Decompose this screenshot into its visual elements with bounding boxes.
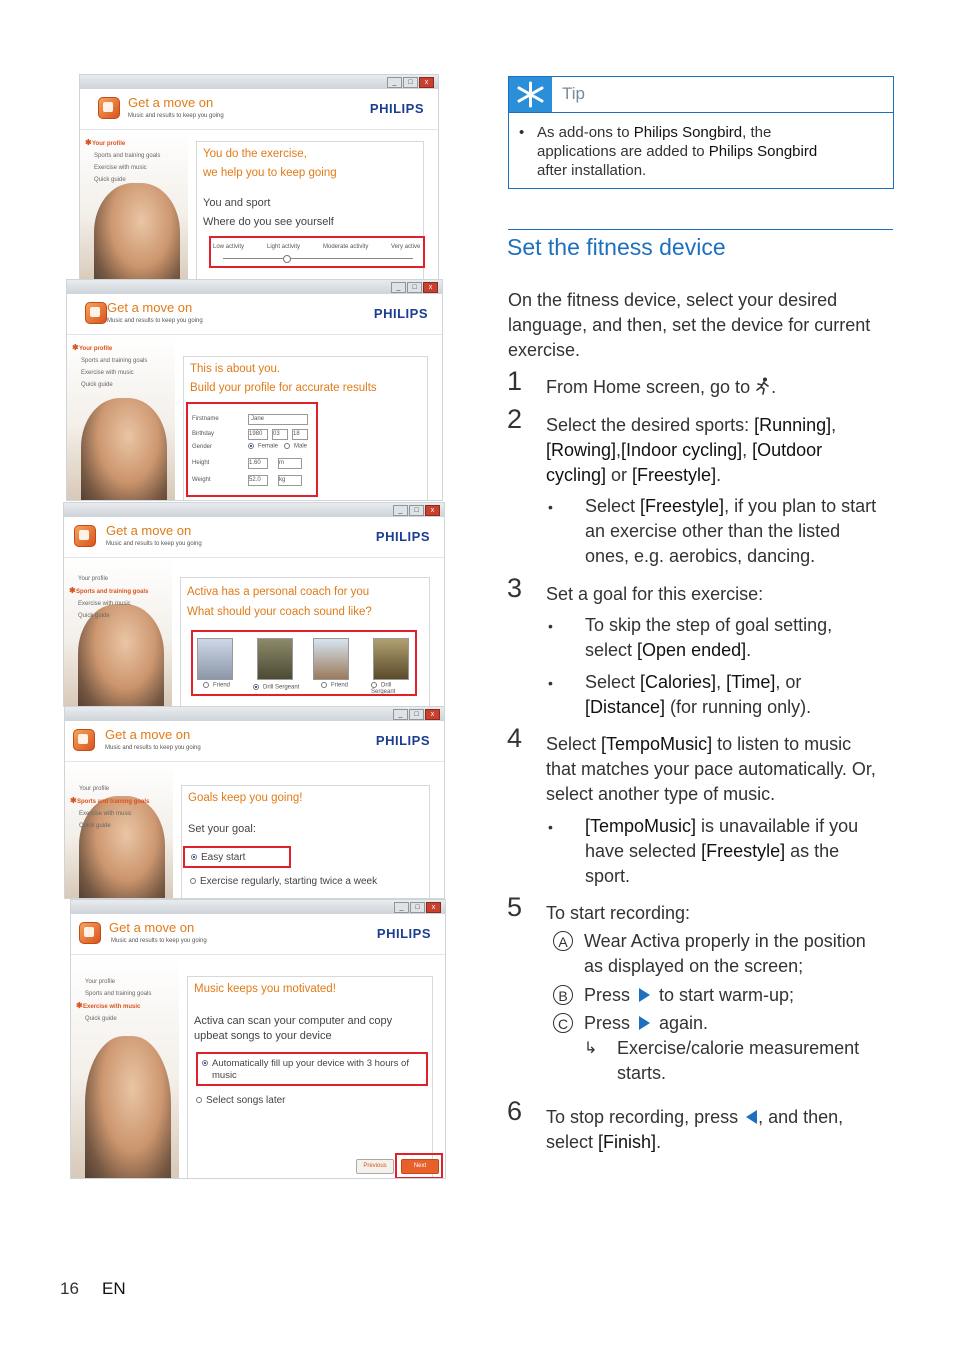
sidebar-nav xyxy=(70,783,150,832)
label-height: Height xyxy=(192,460,210,466)
screenshot-coach xyxy=(63,502,445,707)
previous-button[interactable]: Previous xyxy=(356,1159,394,1174)
coach-friend-1-radio[interactable]: Friend xyxy=(203,682,230,689)
sidebar xyxy=(67,336,175,500)
close-button[interactable]: x xyxy=(419,77,434,88)
coach-friend-2-photo[interactable] xyxy=(313,638,349,680)
runner-icon: ✱ xyxy=(85,138,92,147)
intro-text: On the fitness device, select your desired language, and then, set the device for current exercise. xyxy=(508,290,871,360)
weight-unit-select[interactable]: kg xyxy=(278,475,302,486)
level-light: Light activity xyxy=(267,244,301,250)
birth-day-input[interactable]: 18 xyxy=(292,429,308,440)
label-birthday: Birthday xyxy=(192,431,215,437)
app-logo-icon xyxy=(73,729,95,751)
sidebar-nav xyxy=(69,573,149,622)
asterisk-icon xyxy=(509,77,552,112)
coach-sergeant-2-photo[interactable] xyxy=(373,638,409,680)
title-bar xyxy=(65,707,444,722)
birth-year-input[interactable]: 1980 xyxy=(248,429,268,440)
coach-friend-1-photo[interactable] xyxy=(197,638,233,680)
sidebar-nav xyxy=(72,342,148,391)
tip-bullet: • xyxy=(519,124,525,141)
minimize-button[interactable]: _ xyxy=(393,505,408,516)
goal-easy-radio[interactable]: Easy start xyxy=(191,852,245,863)
autofill-highlight xyxy=(196,1052,428,1086)
panel-title-1: Music keeps you motivated! xyxy=(194,983,336,995)
nav-item-profile[interactable]: Your profile xyxy=(78,576,109,582)
content-panel xyxy=(183,356,428,500)
step-6-number: 6 xyxy=(507,1096,523,1126)
sidebar xyxy=(71,956,179,1178)
step-1-text: From Home screen, go to . xyxy=(546,377,777,397)
close-button[interactable]: x xyxy=(426,902,441,913)
step-4-bullet: • xyxy=(548,819,553,835)
substep-a-marker: A xyxy=(553,931,573,951)
sidebar xyxy=(64,559,172,706)
step-4-text: Select [TempoMusic] to listen to music that matches your pace automatically. Or, select another type of music. xyxy=(546,734,876,804)
activity-slider-highlight xyxy=(209,236,425,268)
app-logo-icon xyxy=(85,302,107,324)
level-moderate: Moderate activity xyxy=(323,244,369,250)
section-title: Set the fitness device xyxy=(507,234,726,260)
app-name: Get a move on xyxy=(107,300,193,315)
substep-b-marker: B xyxy=(553,985,573,1005)
next-button[interactable]: Next xyxy=(401,1159,439,1174)
close-button[interactable]: x xyxy=(425,505,440,516)
next-button-highlight xyxy=(395,1153,443,1179)
app-name: Get a move on xyxy=(105,727,191,742)
sidebar xyxy=(80,131,188,285)
step-2-text: Select the desired sports: [Running], [Rowing],[Indoor cycling], [Outdoor cycling] or [Freestyle]. xyxy=(546,415,837,485)
coach-selector-highlight xyxy=(191,630,417,696)
tip-line-3: after installation. xyxy=(537,162,647,179)
coach-sergeant-1-radio[interactable]: Drill Sergeant xyxy=(253,684,299,691)
tip-header xyxy=(509,77,893,113)
app-name: Get a move on xyxy=(106,523,192,538)
panel-title-1: This is about you. xyxy=(190,363,281,375)
philips-logo: PHILIPS xyxy=(375,529,430,544)
nav-item-guide[interactable]: Quick guide xyxy=(79,823,111,829)
result-arrow-icon: ↳ xyxy=(584,1040,598,1057)
easy-start-highlight xyxy=(183,846,291,868)
label-firstname: Firstname xyxy=(192,416,219,422)
runner-icon: ✱ xyxy=(70,796,77,805)
step-6-text: To stop recording, press , and then, select [Finish]. xyxy=(546,1107,844,1152)
woman-photo xyxy=(81,398,167,501)
nav-item-sports[interactable]: ✱Sports and training goals xyxy=(69,586,149,595)
nav-item-profile[interactable]: Your profile xyxy=(85,979,116,985)
step-3-subtext-2: Select [Calories], [Time], or [Distance] (for running only). xyxy=(585,672,812,717)
app-subtitle: Music and results to keep you going xyxy=(128,113,224,119)
result-text: Exercise/calorie measurement starts. xyxy=(617,1038,860,1083)
panel-title-1: You do the exercise, xyxy=(203,148,307,160)
app-header xyxy=(80,89,438,130)
close-button[interactable]: x xyxy=(425,709,440,720)
firstname-input[interactable]: Jane xyxy=(248,414,308,425)
sidebar-nav xyxy=(85,137,161,186)
app-header xyxy=(67,294,442,335)
app-subtitle: Music and results to keep you going xyxy=(106,541,202,547)
content-panel xyxy=(187,976,433,1178)
page-number: 16 xyxy=(60,1279,79,1298)
title-bar xyxy=(80,75,438,90)
tip-line-1: As add-ons to Philips Songbird, the xyxy=(537,124,772,141)
app-subtitle: Music and results to keep you going xyxy=(105,745,201,751)
step-5-number: 5 xyxy=(507,892,523,922)
philips-logo: PHILIPS xyxy=(369,101,424,116)
minimize-button[interactable]: _ xyxy=(391,282,406,293)
step-2-subtext: Select [Freestyle], if you plan to start an exercise other than the listed ones, e.g. aerobics, dancing. xyxy=(585,496,877,566)
height-unit-select[interactable]: m xyxy=(278,458,302,469)
close-button[interactable]: x xyxy=(423,282,438,293)
panel-text-1: Activa can scan your computer and copy xyxy=(194,1015,393,1027)
height-input[interactable]: 1.60 xyxy=(248,458,268,469)
nav-item-sports[interactable]: Sports and training goals xyxy=(85,991,152,997)
step-3-number: 3 xyxy=(507,573,523,603)
substep-c-text: Press again. xyxy=(584,1013,709,1033)
screenshot-profile-intro xyxy=(79,74,439,286)
step-2-bullet: • xyxy=(548,499,553,515)
app-subtitle: Music and results to keep you going xyxy=(111,938,207,944)
philips-logo: PHILIPS xyxy=(376,926,431,941)
step-4-number: 4 xyxy=(507,723,523,753)
panel-text-2: upbeat songs to your device xyxy=(194,1030,332,1042)
nav-item-guide[interactable]: Quick guide xyxy=(85,1016,117,1022)
step-3-bullet-2: • xyxy=(548,675,553,691)
select-later-radio[interactable]: Select songs later xyxy=(196,1095,286,1106)
level-very: Very active xyxy=(391,244,421,250)
gender-female-radio[interactable]: Female xyxy=(248,443,278,450)
philips-logo: PHILIPS xyxy=(373,306,428,321)
panel-text-1: Set your goal: xyxy=(188,823,256,835)
app-name: Get a move on xyxy=(109,920,195,935)
panel-text-1: You and sport xyxy=(203,197,271,209)
step-4-subtext: [TempoMusic] is unavailable if you have selected [Freestyle] as the sport. xyxy=(585,816,859,886)
philips-logo: PHILIPS xyxy=(375,733,430,748)
panel-title-2: we help you to keep going xyxy=(203,167,337,179)
tip-box xyxy=(508,76,894,189)
app-name: Get a move on xyxy=(128,95,214,110)
nav-item-profile[interactable]: ✱Your profile xyxy=(85,138,126,147)
goal-regular-radio[interactable]: Exercise regularly, starting twice a week xyxy=(190,876,377,887)
gender-male-radio[interactable]: Male xyxy=(284,443,307,450)
content-panel xyxy=(181,785,430,898)
minimize-button[interactable]: _ xyxy=(394,902,409,913)
nav-item-music[interactable]: ✱Exercise with music xyxy=(76,1001,141,1010)
step-3-subtext-1: To skip the step of goal setting, select [Open ended]. xyxy=(585,615,833,660)
nav-item-music[interactable]: Exercise with music xyxy=(81,370,134,376)
content-panel xyxy=(180,577,430,706)
nav-item-profile[interactable]: ✱Your profile xyxy=(72,343,113,352)
coach-sergeant-2-radio[interactable]: Drill Sergeant xyxy=(371,682,396,695)
step-3-bullet-1: • xyxy=(548,618,553,634)
screenshot-profile-form xyxy=(66,279,443,501)
panel-text-2: Where do you see yourself xyxy=(203,216,334,228)
runner-icon: ✱ xyxy=(76,1001,83,1010)
step-5-text: To start recording: xyxy=(546,903,691,923)
app-logo-icon xyxy=(98,97,120,119)
app-logo-icon xyxy=(74,525,96,547)
panel-title-1: Activa has a personal coach for you xyxy=(187,586,370,598)
app-header xyxy=(64,517,444,558)
activity-slider-thumb[interactable] xyxy=(283,255,291,263)
nav-item-sports[interactable]: Sports and training goals xyxy=(94,153,161,159)
content-panel xyxy=(196,141,424,285)
level-low: Low activity xyxy=(213,244,245,250)
step-3-text: Set a goal for this exercise: xyxy=(546,584,764,604)
label-gender: Gender xyxy=(192,444,213,450)
substep-c-marker: C xyxy=(553,1013,573,1033)
substep-a-text: Wear Activa properly in the position as displayed on the screen; xyxy=(584,931,866,976)
nav-item-music[interactable]: Exercise with music xyxy=(78,601,131,607)
maximize-button[interactable]: □ xyxy=(409,709,424,720)
runner-icon: ✱ xyxy=(69,586,76,595)
minimize-button[interactable]: _ xyxy=(387,77,402,88)
coach-sergeant-1-photo[interactable] xyxy=(257,638,293,680)
nav-item-sports[interactable]: Sports and training goals xyxy=(81,358,148,364)
panel-title-1: Goals keep you going! xyxy=(188,792,303,804)
label-weight: Weight xyxy=(192,477,211,483)
runner-icon xyxy=(755,377,771,397)
screenshot-goals xyxy=(64,706,445,899)
maximize-button[interactable]: □ xyxy=(403,77,418,88)
app-header xyxy=(65,721,444,762)
minimize-button[interactable]: _ xyxy=(393,709,408,720)
panel-title-2: Build your profile for accurate results xyxy=(190,382,377,394)
language-code: EN xyxy=(102,1279,126,1298)
maximize-button[interactable]: □ xyxy=(409,505,424,516)
maximize-button[interactable]: □ xyxy=(407,282,422,293)
coach-friend-2-radio[interactable]: Friend xyxy=(321,682,348,689)
weight-input[interactable]: 52.0 xyxy=(248,475,268,486)
nav-item-music[interactable]: Exercise with music xyxy=(79,811,132,817)
autofill-radio[interactable]: Automatically fill up your device with 3 hours of music xyxy=(202,1058,409,1082)
birth-month-input[interactable]: 03 xyxy=(272,429,288,440)
tip-line-2: applications are added to Philips Songbird xyxy=(537,143,818,160)
app-header xyxy=(71,914,445,955)
maximize-button[interactable]: □ xyxy=(410,902,425,913)
play-icon xyxy=(639,1016,650,1030)
nav-item-guide[interactable]: Quick guide xyxy=(78,613,110,619)
screenshot-music xyxy=(70,899,446,1179)
woman-photo xyxy=(94,183,180,286)
title-bar xyxy=(71,900,445,915)
panel-title-2: What should your coach sound like? xyxy=(187,606,372,618)
tip-label: Tip xyxy=(562,84,585,103)
play-icon xyxy=(639,988,650,1002)
sidebar-nav xyxy=(76,976,152,1025)
step-2-number: 2 xyxy=(507,404,523,434)
woman-photo xyxy=(85,1036,171,1179)
profile-form-highlight xyxy=(186,402,318,497)
runner-icon: ✱ xyxy=(72,343,79,352)
step-1-number: 1 xyxy=(507,366,523,396)
app-logo-icon xyxy=(79,922,101,944)
back-icon xyxy=(746,1110,757,1124)
sidebar xyxy=(65,763,173,898)
app-subtitle: Music and results to keep you going xyxy=(107,318,203,324)
nav-item-profile[interactable]: Your profile xyxy=(79,786,110,792)
nav-item-music[interactable]: Exercise with music xyxy=(94,165,147,171)
nav-item-sports[interactable]: ✱Sports and training goals xyxy=(70,796,150,805)
section-divider xyxy=(508,229,893,230)
nav-item-guide[interactable]: Quick guide xyxy=(81,382,113,388)
substep-b-text: Press to start warm-up; xyxy=(584,985,795,1005)
activity-slider-track[interactable] xyxy=(223,258,413,259)
title-bar xyxy=(67,280,442,295)
nav-item-guide[interactable]: Quick guide xyxy=(94,177,126,183)
title-bar xyxy=(64,503,444,518)
